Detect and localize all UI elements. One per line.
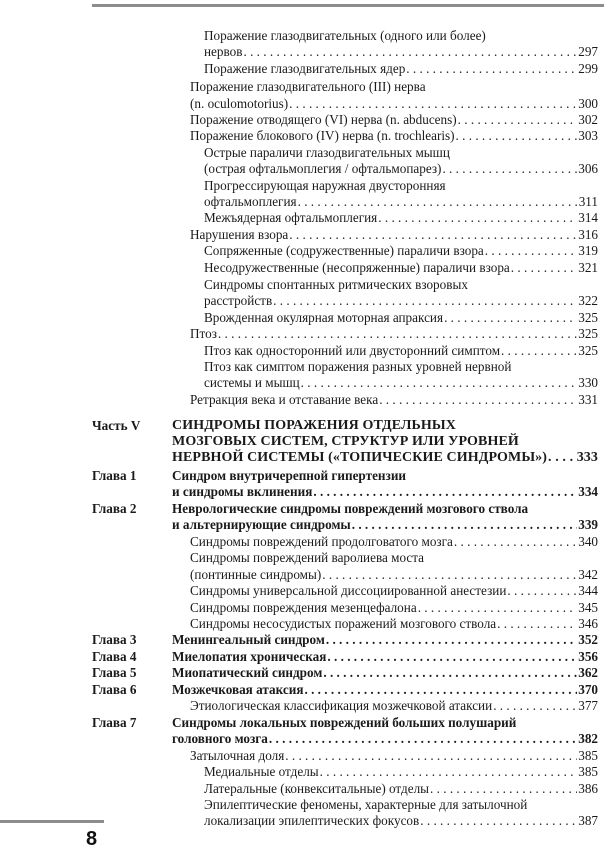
toc-entry[interactable]: расстройств . . . 322 [204,293,598,309]
page-ref: 342 [578,567,598,582]
toc-entry[interactable]: Синдромы повреждений продолговатого мозга . . . 340 [190,534,598,550]
toc-entry[interactable]: Поражение блокового (IV) нерва (n. trochlearis) . . . 303 [190,128,598,144]
page-ref: 385 [578,764,598,779]
toc-entry[interactable]: Синдромы несосудистых поражений мозгового ствола . . . 346 [190,616,598,632]
chapter-label: Глава 7 [92,715,137,730]
toc-entry: Птоз как симптом поражения разных уровней нервной [204,359,512,374]
chapter-title: Синдром внутричерепной гипертензии [172,468,407,483]
page-ref: 302 [578,112,598,127]
toc-entry[interactable]: нервов . . . 297 [204,44,598,60]
chapter-title[interactable]: Менингеальный синдром . . . 352 [172,632,598,648]
toc-entry: Поражение глазодвигательных (одного или более) [204,28,486,43]
toc-entry[interactable]: Затылочная доля . . . 385 [190,748,598,764]
chapter-label: Глава 1 [92,468,137,483]
page-ref: 325 [578,343,598,358]
page-ref: 331 [578,392,598,407]
toc-entry: Синдромы повреждений варолиева моста [190,550,425,565]
page-ref: 344 [578,583,598,598]
page-ref: 362 [578,665,598,680]
toc-entry[interactable]: Ретракция века и отставание века . . . 331 [190,392,598,408]
page-ref: 330 [578,375,598,390]
part-title[interactable]: НЕРВНОЙ СИСТЕМЫ («ТОПИЧЕСКИЕ СИНДРОМЫ») . . . 333 [172,450,598,466]
page-ref: 356 [578,649,598,664]
page-number: 8 [86,828,98,850]
toc-entry[interactable]: (n. oculomotorius) . . . 300 [190,96,598,112]
page-ref: 303 [578,128,598,143]
page-ref: 299 [578,61,598,76]
toc-entry[interactable]: Межъядерная офтальмоплегия . . . 314 [204,210,598,226]
toc-entry[interactable]: локализации эпилептических фокусов . . . 387 [204,813,598,829]
toc-entry[interactable]: Этиологическая классификация мозжечковой атаксии . . . 377 [190,698,598,714]
page-ref: 306 [578,161,598,176]
page-ref: 345 [578,600,598,615]
page-ref: 352 [578,632,598,647]
page-ref: 340 [578,534,598,549]
page-ref: 382 [578,731,598,746]
chapter-title[interactable]: и синдромы вклинения . . . 334 [172,484,598,500]
page-ref: 316 [578,227,598,242]
toc-entry[interactable]: Поражение глазодвигательных ядер . . . 299 [204,61,598,77]
page-ref: 370 [578,682,598,697]
chapter-title[interactable]: Миопатический синдром . . . 362 [172,665,598,681]
page-ref: 314 [578,210,598,225]
toc-entry[interactable]: Сопряженные (содружественные) параличи взора . . . 319 [204,243,598,259]
page-ref: 386 [578,781,598,796]
toc-entry[interactable]: Нарушения взора . . . 316 [190,227,598,243]
page-ref: 300 [578,96,598,111]
chapter-title[interactable]: Мозжечковая атаксия . . . 370 [172,682,598,698]
chapter-title[interactable]: головного мозга . . . 382 [172,731,598,747]
chapter-label: Глава 5 [92,665,137,680]
page-ref: 325 [578,326,598,341]
toc-entry: Синдромы спонтанных ритмических взоровых [204,277,468,292]
toc-entry[interactable]: Синдромы повреждения мезенцефалона . . . 345 [190,600,598,616]
toc-entry[interactable]: офтальмоплегия . . . 311 [204,194,598,210]
toc-entry[interactable]: системы и мышц . . . 330 [204,375,598,391]
toc-entry[interactable]: Поражение отводящего (VI) нерва (n. abducens) . . . 302 [190,112,598,128]
toc-entry[interactable]: (понтинные синдромы) . . . 342 [190,567,598,583]
chapter-title[interactable]: Миелопатия хроническая . . . 356 [172,649,598,665]
toc-entry: Поражение глазодвигательного (III) нерва [190,79,426,94]
chapter-title: Неврологические синдромы повреждений мозгового ствола [172,501,529,516]
toc-entry[interactable]: Птоз . . . 325 [190,326,598,342]
toc-entry: Эпилептические феномены, характерные для затылочной [204,797,528,812]
page-ref: 311 [578,194,598,209]
part-label: Часть V [92,418,141,433]
page-ref: 325 [578,310,598,325]
page-ref: 377 [578,698,598,713]
page-ref: 333 [576,450,598,465]
chapter-label: Глава 3 [92,632,137,647]
toc-entry[interactable]: Несодружественные (несопряженные) параличи взора . . . 321 [204,260,598,276]
toc-entry[interactable]: Врожденная окулярная моторная апраксия . . . 325 [204,310,598,326]
top-rule [92,4,604,7]
page-ref: 339 [578,517,598,532]
page-ref: 322 [578,293,598,308]
chapter-label: Глава 4 [92,649,137,664]
part-title: МОЗГОВЫХ СИСТЕМ, СТРУКТУР ИЛИ УРОВНЕЙ [172,434,519,449]
page-ref: 321 [578,260,598,275]
page-ref: 387 [578,813,598,828]
toc-entry[interactable]: Латеральные (конвекситальные) отделы . . . 386 [204,781,598,797]
chapter-label: Глава 2 [92,501,137,516]
page-ref: 346 [578,616,598,631]
page-ref: 385 [578,748,598,763]
page-ref: 297 [578,44,598,59]
part-title: СИНДРОМЫ ПОРАЖЕНИЯ ОТДЕЛЬНЫХ [172,418,456,433]
toc-entry[interactable]: (острая офтальмоплегия / офтальмопарез) . . . 306 [204,161,598,177]
chapter-title[interactable]: и альтернирующие синдромы . . . 339 [172,517,598,533]
page-ref: 319 [578,243,598,258]
footer-rule [0,820,104,823]
toc-entry[interactable]: Синдромы универсальной диссоциированной анестезии . . . 344 [190,583,598,599]
page-ref: 334 [578,484,598,499]
toc-entry: Прогрессирующая наружная двусторонняя [204,178,446,193]
chapter-title: Синдромы локальных повреждений больших полушарий [172,715,517,730]
chapter-label: Глава 6 [92,682,137,697]
toc-entry[interactable]: Медиальные отделы . . . 385 [204,764,598,780]
toc-entry[interactable]: Птоз как односторонний или двусторонний симптом . . . 325 [204,343,598,359]
toc-entry: Острые параличи глазодвигательных мышц [204,145,450,160]
